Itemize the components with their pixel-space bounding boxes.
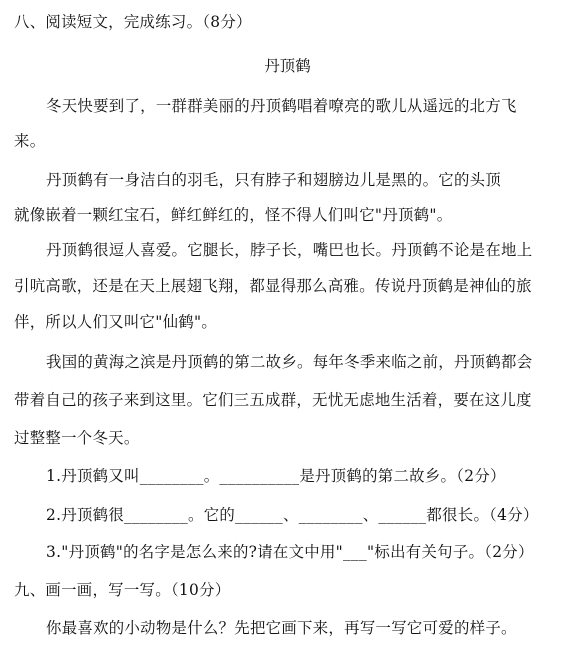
paragraph-2-line-1: 丹顶鹤有一身洁白的羽毛，只有脖子和翅膀边儿是黑的。它的头顶: [46, 171, 502, 189]
paragraph-2-line-2: 就像嵌着一颗红宝石，鲜红鲜红的，怪不得人们叫它"丹顶鹤"。: [14, 206, 453, 224]
question-2: 2.丹顶鹤很________。它的______、________、______都很长。（4分）: [46, 506, 539, 524]
section-9-prompt: 你最喜欢的小动物是什么？先把它画下来，再写一写它可爱的样子。: [46, 619, 517, 637]
paragraph-3-line-3: 伴，所以人们又叫它"仙鹤"。: [14, 313, 218, 331]
paragraph-1-line-1: 冬天快要到了，一群群美丽的丹顶鹤唱着嘹亮的歌儿从遥远的北方飞: [46, 97, 517, 115]
paragraph-4-line-3: 过整整一个冬天。: [14, 429, 140, 447]
paragraph-3-line-1: 丹顶鹤很逗人喜爱。它腿长，脖子长，嘴巴也长。丹顶鹤不论是在地上: [46, 241, 533, 259]
paragraph-3-line-2: 引吭高歌，还是在天上展翅飞翔，都显得那么高雅。传说丹顶鹤是神仙的旅: [14, 277, 532, 295]
paragraph-4-line-1: 我国的黄海之滨是丹顶鹤的第二故乡。每年冬季来临之前，丹顶鹤都会: [46, 353, 533, 371]
section-8-heading: 八、阅读短文，完成练习。（8分）: [14, 13, 252, 31]
section-9-heading: 九、画一画，写一写。（10分）: [14, 581, 231, 599]
paragraph-1-line-2: 来。: [14, 132, 46, 150]
passage-title: 丹顶鹤: [264, 57, 311, 75]
question-3: 3."丹顶鹤"的名字是怎么来的?请在文中用"___"标出有关句子。（2分）: [46, 543, 534, 561]
question-1: 1.丹顶鹤又叫________。__________是丹顶鹤的第二故乡。（2分）: [46, 467, 506, 485]
paragraph-4-line-2: 带着自己的孩子来到这里。它们三五成群，无忧无虑地生活着，要在这儿度: [14, 391, 532, 409]
